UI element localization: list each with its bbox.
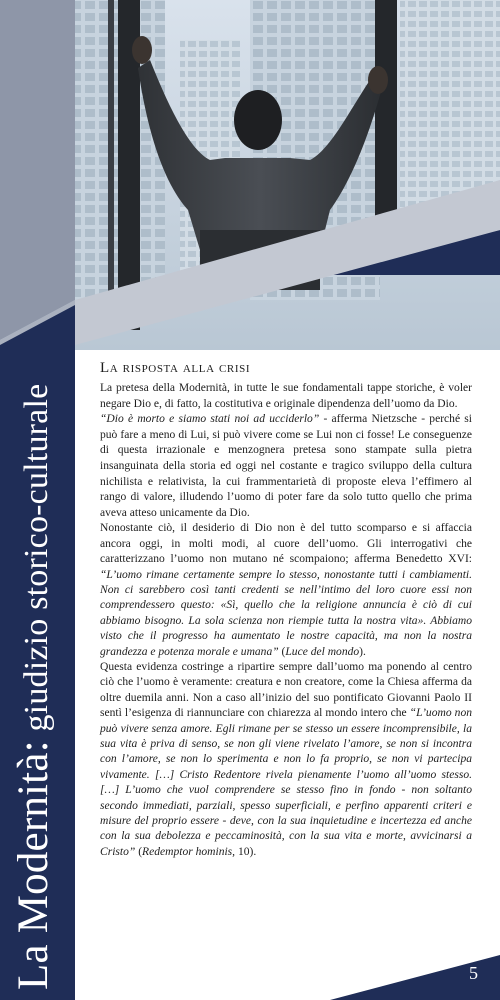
paragraph-1 — [100, 381, 472, 412]
paragraph-3-intro: Nonostante ciò, il desiderio di Dio non è del tutto scomparso e si affaccia ancora oggi, in molti modi, al cuore dell’uomo. Gli interrogativi che caratterizzano l’uomo non mutano né scompaiono; afferma Benedetto XVI: — [100, 522, 472, 566]
benedetto-quote: “L’uomo rimane certamente sempre lo stesso, nonostante tutti i cambiamenti. Non ci sarebbero così tanti credenti se nell’intimo del loro cuore essi non comprendessero questo: «Sì, quello che la religione annuncia è ciò di cui abbiamo bisogno. La sola scienza non riempie tutta la nostra vita». Abbiamo visto che il progresso ha aumentato le nostre capacità, ma non la nostra grandezza e potenza morale e umana” — [100, 568, 472, 658]
page-number: 5 — [469, 963, 478, 983]
ref-open: ( — [135, 845, 143, 858]
paragraph-3 — [100, 521, 472, 660]
ref-close: 10). — [235, 845, 257, 858]
paragraph-2 — [100, 412, 472, 521]
paragraph-1-text: La pretesa della Modernità, in tutte le sue fondamentali tappe storiche, è voler negare Dio e, di fatto, la costitutiva e originale dipendenza dell’uomo da Dio. — [100, 382, 472, 410]
giovanni-paolo-quote: “L’uomo non può vivere senza amore. Egli rimane per se stesso un essere incomprensibile, la sua vita è priva di senso, se non gli viene rivelato l’amore, se non si incontra con l’amore, se non lo sperimenta e non lo fa proprio, se non vi partecipa vivamente. […] Cristo Redentore rivela pienamente l’uomo all’uomo stesso. […] L’uomo che vuol comprendere se stesso fino in fondo - non soltanto secondo immediati, parziali, spesso superficiali, e perfino apparenti criteri e misure del proprio essere - deve, con la sua inquietudine e incertezza ed anche con la sua debolezza e peccaminosità, con la sua vita e morte, avvicinarsi a Cristo” — [100, 707, 472, 858]
spine-title — [4, 0, 64, 990]
section-title: La risposta alla crisi — [100, 360, 251, 376]
paragraph-4-intro: Questa evidenza costringe a ripartire sempre dall’uomo ma ponendo al centro ciò che l’uomo è veramente: creatura e non creatore, come la Chiesa afferma da oltre duemila anni. Non a caso all’inizio del suo pontificato Giovanni Paolo II sentì l’esigenza di riannunciare con chiarezza al mondo intero che — [100, 661, 472, 720]
ref-close: ). — [359, 645, 366, 658]
ref-luce-del-mondo: Luce del mondo — [285, 645, 360, 658]
ref-redemptor-hominis: Redemptor hominis, — [142, 845, 236, 858]
main-content — [100, 360, 472, 860]
spine-title-main: La Modernità: — [10, 740, 57, 990]
nietzsche-quote: “Dio è morto e siamo stati noi ad ucciderlo” — [100, 413, 320, 426]
ref-open: ( — [278, 645, 286, 658]
paragraph-2-text: - afferma Nietzsche - perché si può fare a meno di Lui, si può vivere come se Lui non ci fosse! Le conseguenze di questa irrazionale e menzognera pretesa sono stampate sulla pietra insanguinata della storia ed oggi nel costante e tragico sviluppo della cultura nichilista e relativista, la cui frammentarietà di proposte eleva l’effimero al rango di valore, illudendo l’uomo di poter fare da solo tutto quello che prima aveva atteso unicamente da Dio. — [100, 413, 473, 519]
paragraph-4 — [100, 660, 472, 860]
spine-title-sub: giudizio storico-culturale — [18, 383, 55, 741]
